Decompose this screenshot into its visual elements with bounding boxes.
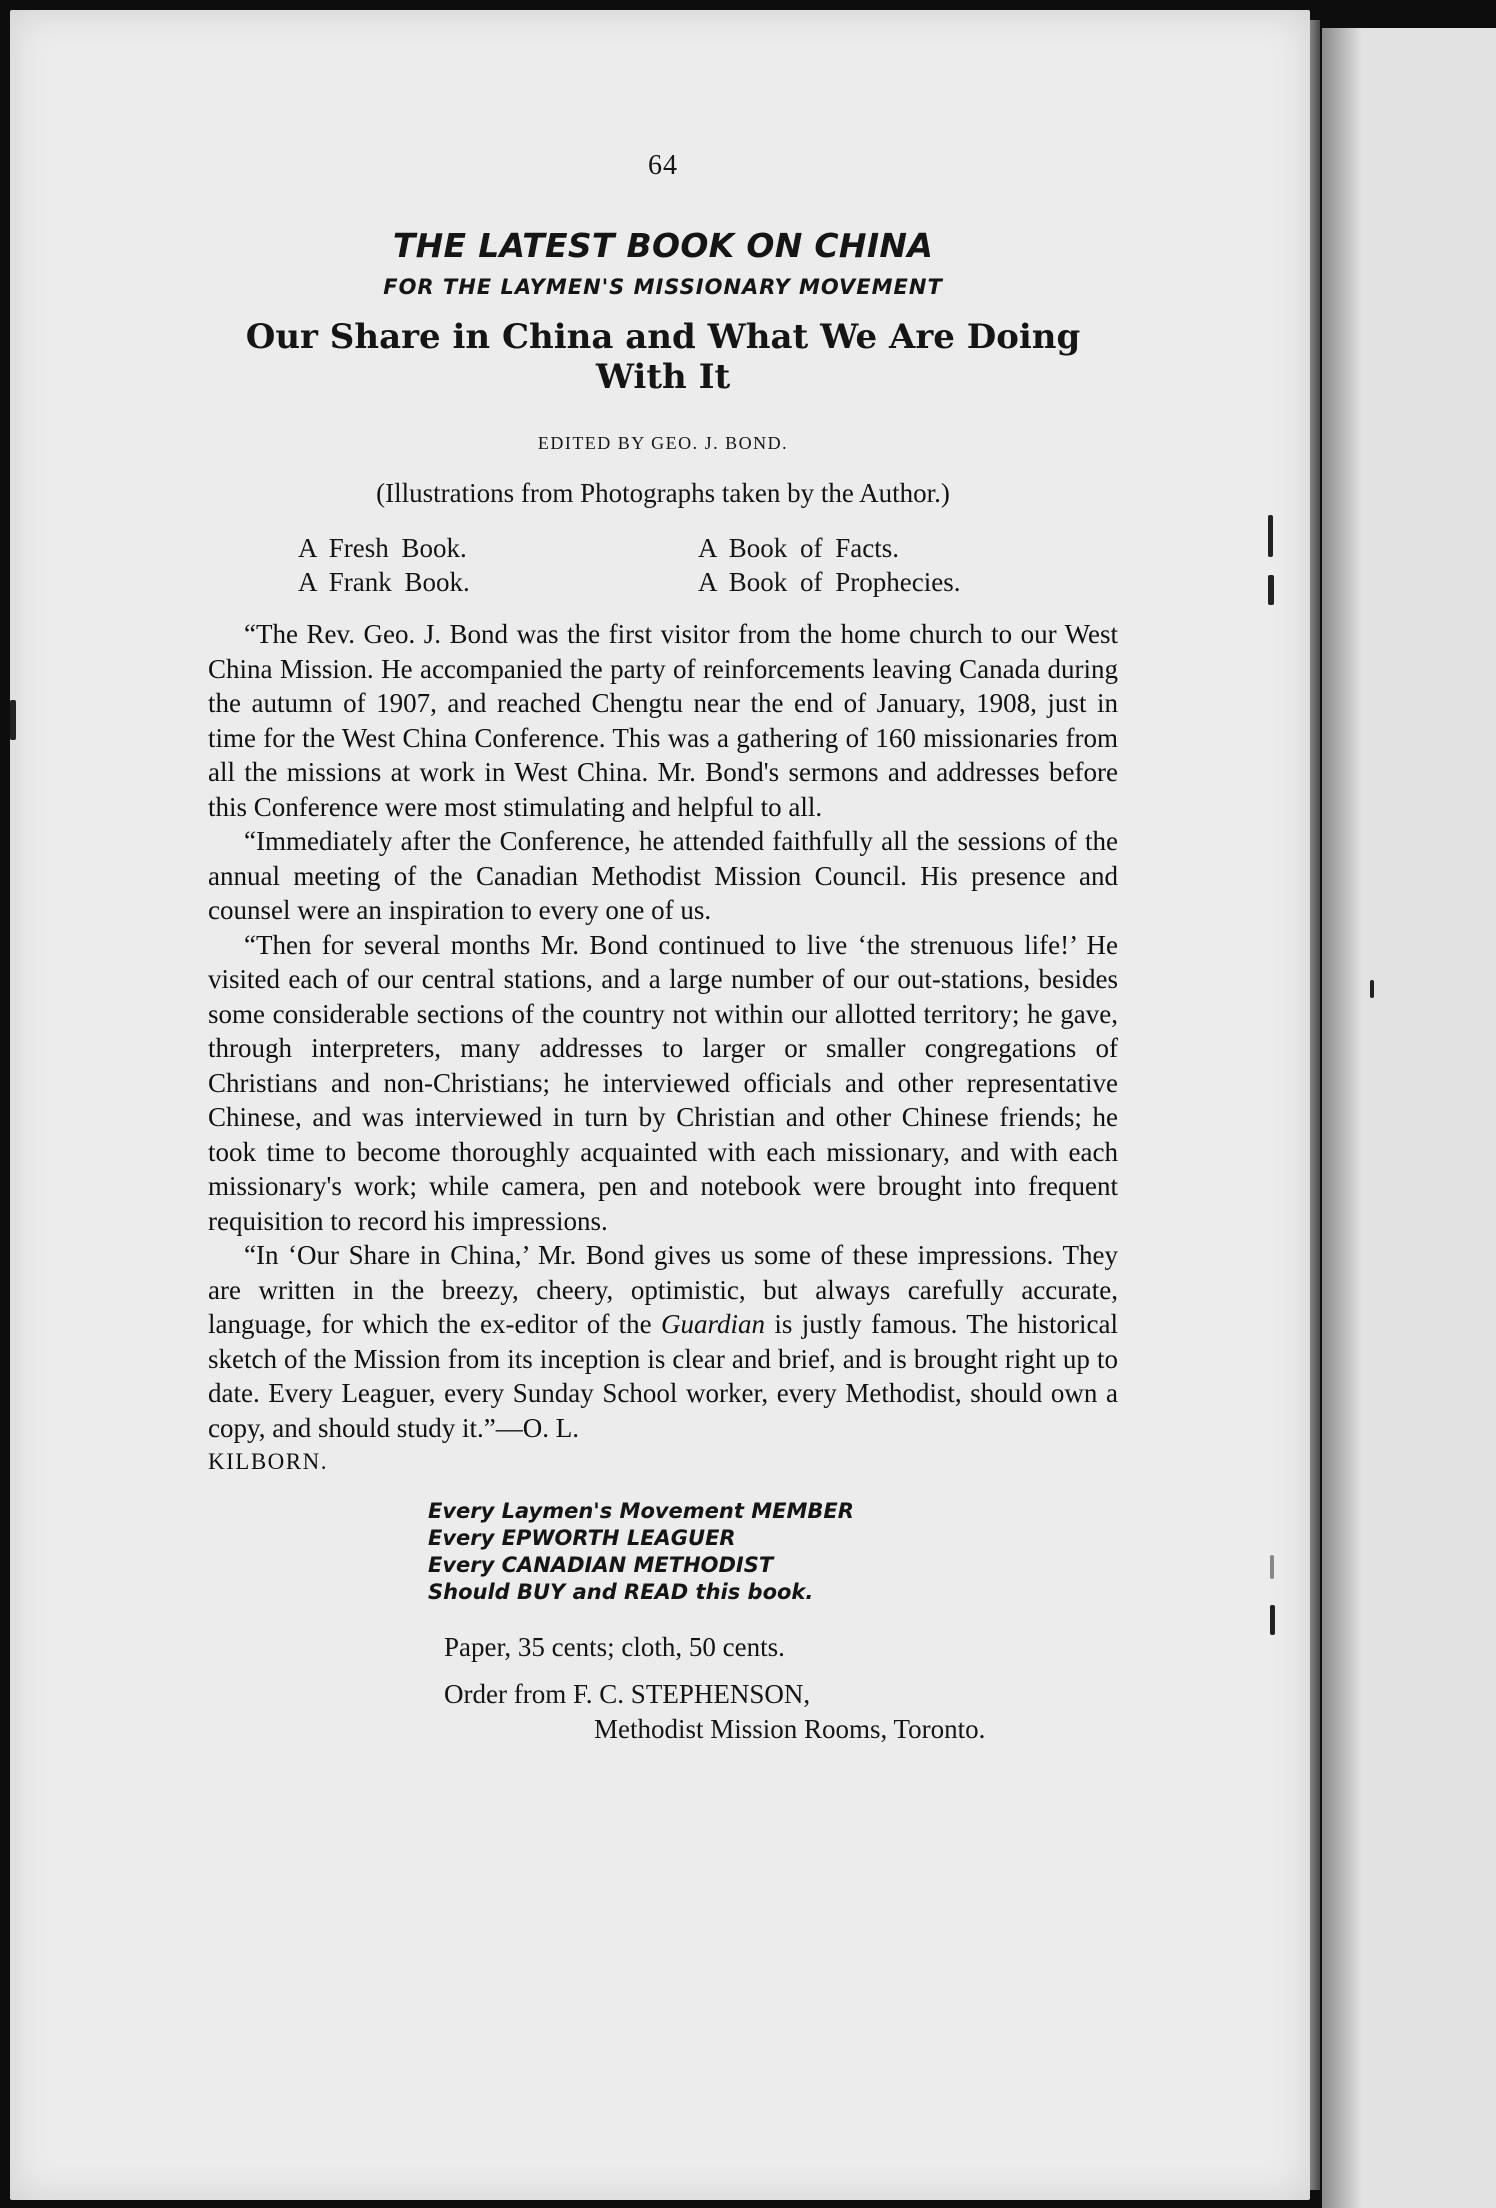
page-number: 64 <box>648 150 678 181</box>
subheadline: FOR THE LAYMEN'S MISSIONARY MOVEMENT <box>383 275 943 299</box>
feature-list <box>298 531 1118 599</box>
review-text-span: is justly famous. The historical sketch of the Mission from its inception is clear and brief, and is brought right up to date. Every Leaguer, every Sunday School worker, every Methodist, should own a copy, and should study it.”—O. L. <box>208 1309 1119 1443</box>
margin-mark <box>10 700 16 740</box>
editor-credit: EDITED BY GEO. J. BOND. <box>537 433 789 453</box>
headline: THE LATEST BOOK ON CHINA <box>392 226 934 265</box>
review-paragraph: “Immediately after the Conference, he attended faithfully all the sessions of the annual meeting of the Canadian Methodist Mission Council. His presence and counsel were an inspiration to every one of us. <box>208 826 1118 925</box>
feature-item: A Book of Facts. <box>698 533 900 563</box>
promo-line: Should BUY and READ this book. <box>428 1579 814 1604</box>
address-line: Methodist Mission Rooms, Toronto. <box>594 1713 986 1744</box>
book-title: Our Share in China and What We Are Doing With It <box>245 317 1081 397</box>
illustrations-note: (Illustrations from Photographs taken by the Author.) <box>376 478 950 508</box>
price-line: Paper, 35 cents; cloth, 50 cents. <box>444 1631 785 1662</box>
review-text-span: “In ‘Our Share in China,’ Mr. Bond gives us some of these impressions. They are written in the breezy, cheery, optimistic, but always carefully accurate, language, for which the ex-editor of the <box>208 1240 1118 1339</box>
order-line: Order from F. C. STEPHENSON, <box>444 1678 811 1709</box>
facing-page-gutter <box>1322 28 1362 2208</box>
review-paragraph <box>208 1238 1118 1445</box>
promo-line: Every Laymen's Movement MEMBER <box>428 1498 854 1523</box>
margin-mark <box>1268 515 1273 557</box>
review-text <box>208 617 1118 1480</box>
feature-item: A Fresh Book. <box>298 533 467 563</box>
review-signature: KILBORN. <box>208 1449 328 1474</box>
review-paragraph: “Then for several months Mr. Bond continued to live ‘the strenuous life!’ He visited each of our central stations, and a large number of our out-stations, besides some considerable sections of the country not within our allotted territory; he gave, through interpreters, many addresses to larger or smaller congregations of Christians and non-Christians; he interviewed officials and other representative Chinese, and was interviewed in turn by Christian and other Chinese friends; he took time to become thoroughly acquainted with each missionary, and with each missionary's work; while camera, pen and notebook were brought into frequent requisition to record his impressions. <box>208 929 1118 1236</box>
margin-mark <box>1270 1555 1274 1579</box>
feature-item: A Book of Prophecies. <box>698 567 961 597</box>
guardian-title: Guardian <box>661 1309 766 1339</box>
promo-block <box>428 1498 1118 1606</box>
review-paragraph: “The Rev. Geo. J. Bond was the first visitor from the home church to our West China Mission. He accompanied the party of reinforcements leaving Canada during the autumn of 1907, and reached Chengtu near the end of January, 1908, just in time for the West China Conference. This was a gathering of 160 missionaries from all the missions at work in West China. Mr. Bond's sermons and addresses before this Conference were most stimulating and helpful to all. <box>208 619 1118 822</box>
margin-mark <box>1370 980 1374 998</box>
page-content <box>208 150 1118 1745</box>
promo-line: Every EPWORTH LEAGUER <box>428 1525 736 1550</box>
promo-line: Every CANADIAN METHODIST <box>428 1552 774 1577</box>
margin-mark <box>1268 575 1274 605</box>
margin-mark <box>1270 1605 1275 1635</box>
feature-item: A Frank Book. <box>298 567 470 597</box>
